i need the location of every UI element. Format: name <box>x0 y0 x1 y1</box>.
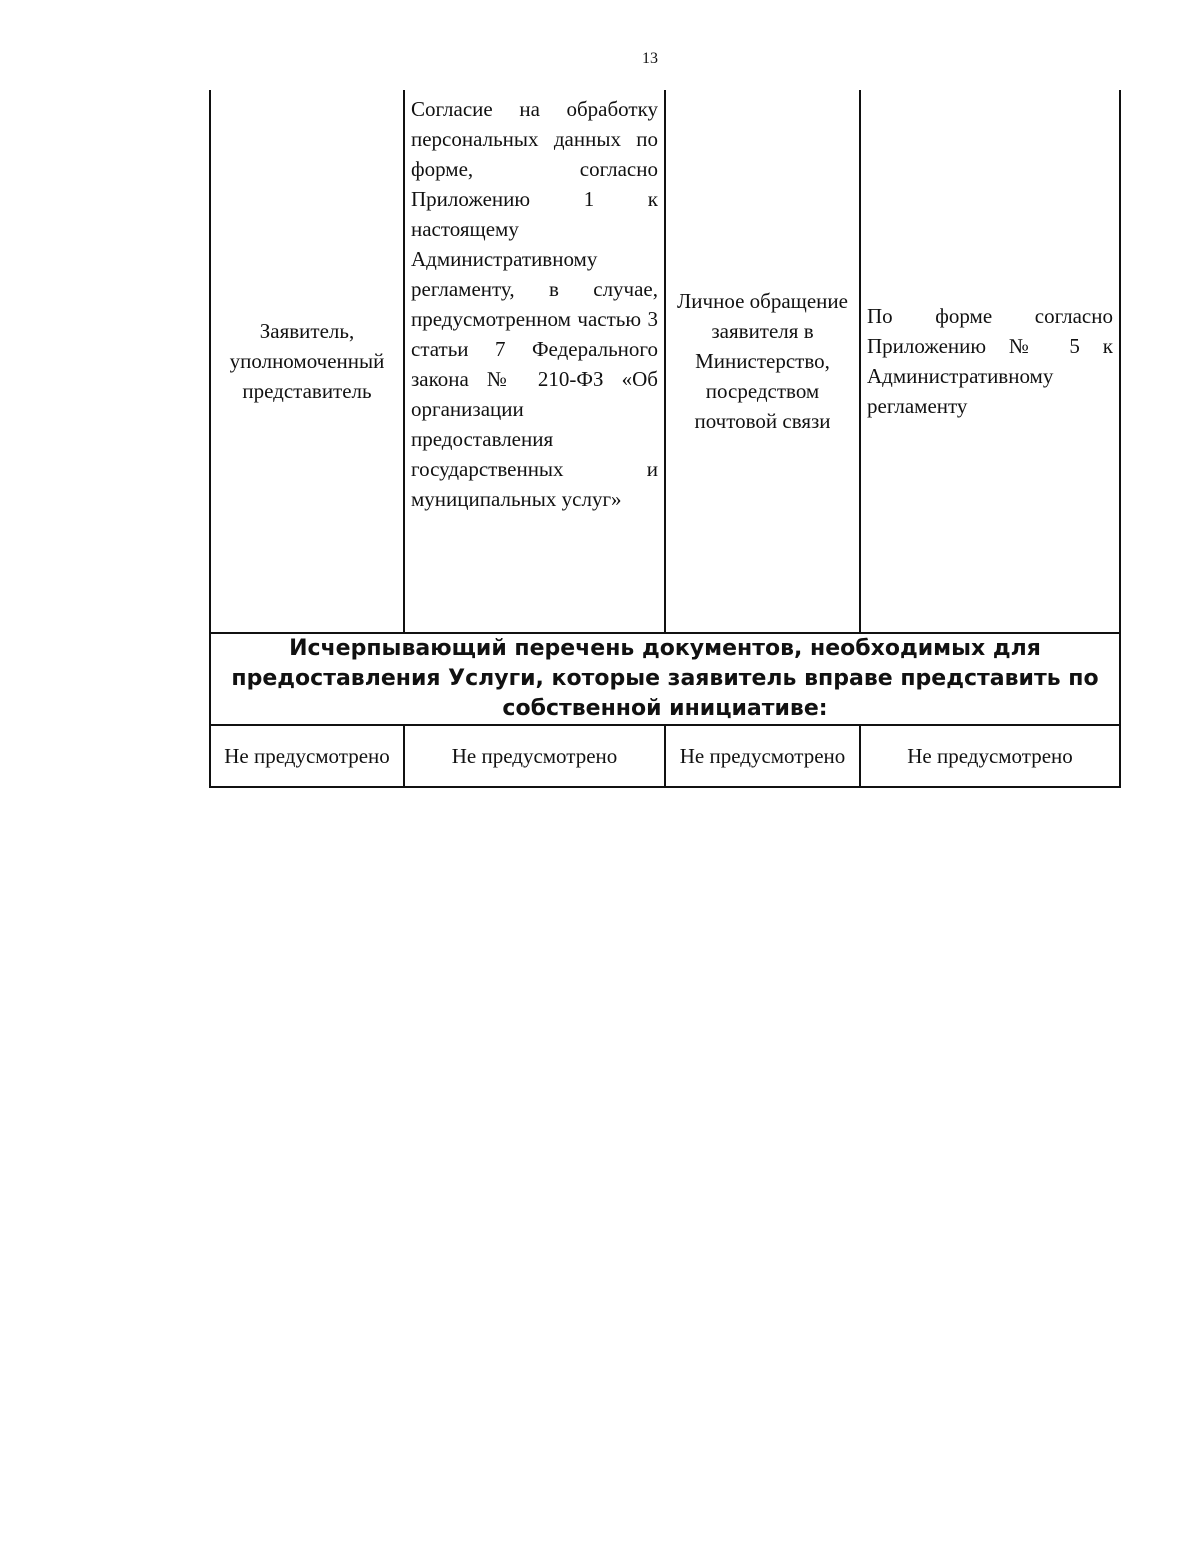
documents-table <box>209 90 1119 788</box>
table-row <box>210 725 1120 787</box>
document-cell: Согласие на обработку персональных данных по форме, согласно Приложению 1 к настоящему Административному регламенту, в случае, предусмотренном частью 3 статьи 7 Федерального закона № 210-ФЗ «Об организации предоставления государственных и муниципальных услуг» <box>404 90 665 633</box>
applicant-cell: Заявитель, уполномоченный представитель <box>210 90 404 633</box>
page-number: 13 <box>642 50 658 67</box>
section-heading-row <box>210 633 1120 725</box>
cell-col1: Не предусмотрено <box>210 725 404 787</box>
form-cell: По форме согласно Приложению № 5 к Административному регламенту <box>860 90 1120 633</box>
table-row <box>210 90 1120 633</box>
cell-col4: Не предусмотрено <box>860 725 1120 787</box>
cell-col2: Не предусмотрено <box>404 725 665 787</box>
section-heading: Исчерпывающий перечень документов, необходимых для предоставления Услуги, которые заявитель вправе представить по собственной инициативе: <box>210 633 1120 725</box>
cell-col3: Не предусмотрено <box>665 725 860 787</box>
method-cell: Личное обращение заявителя в Министерство, посредством почтовой связи <box>665 90 860 633</box>
